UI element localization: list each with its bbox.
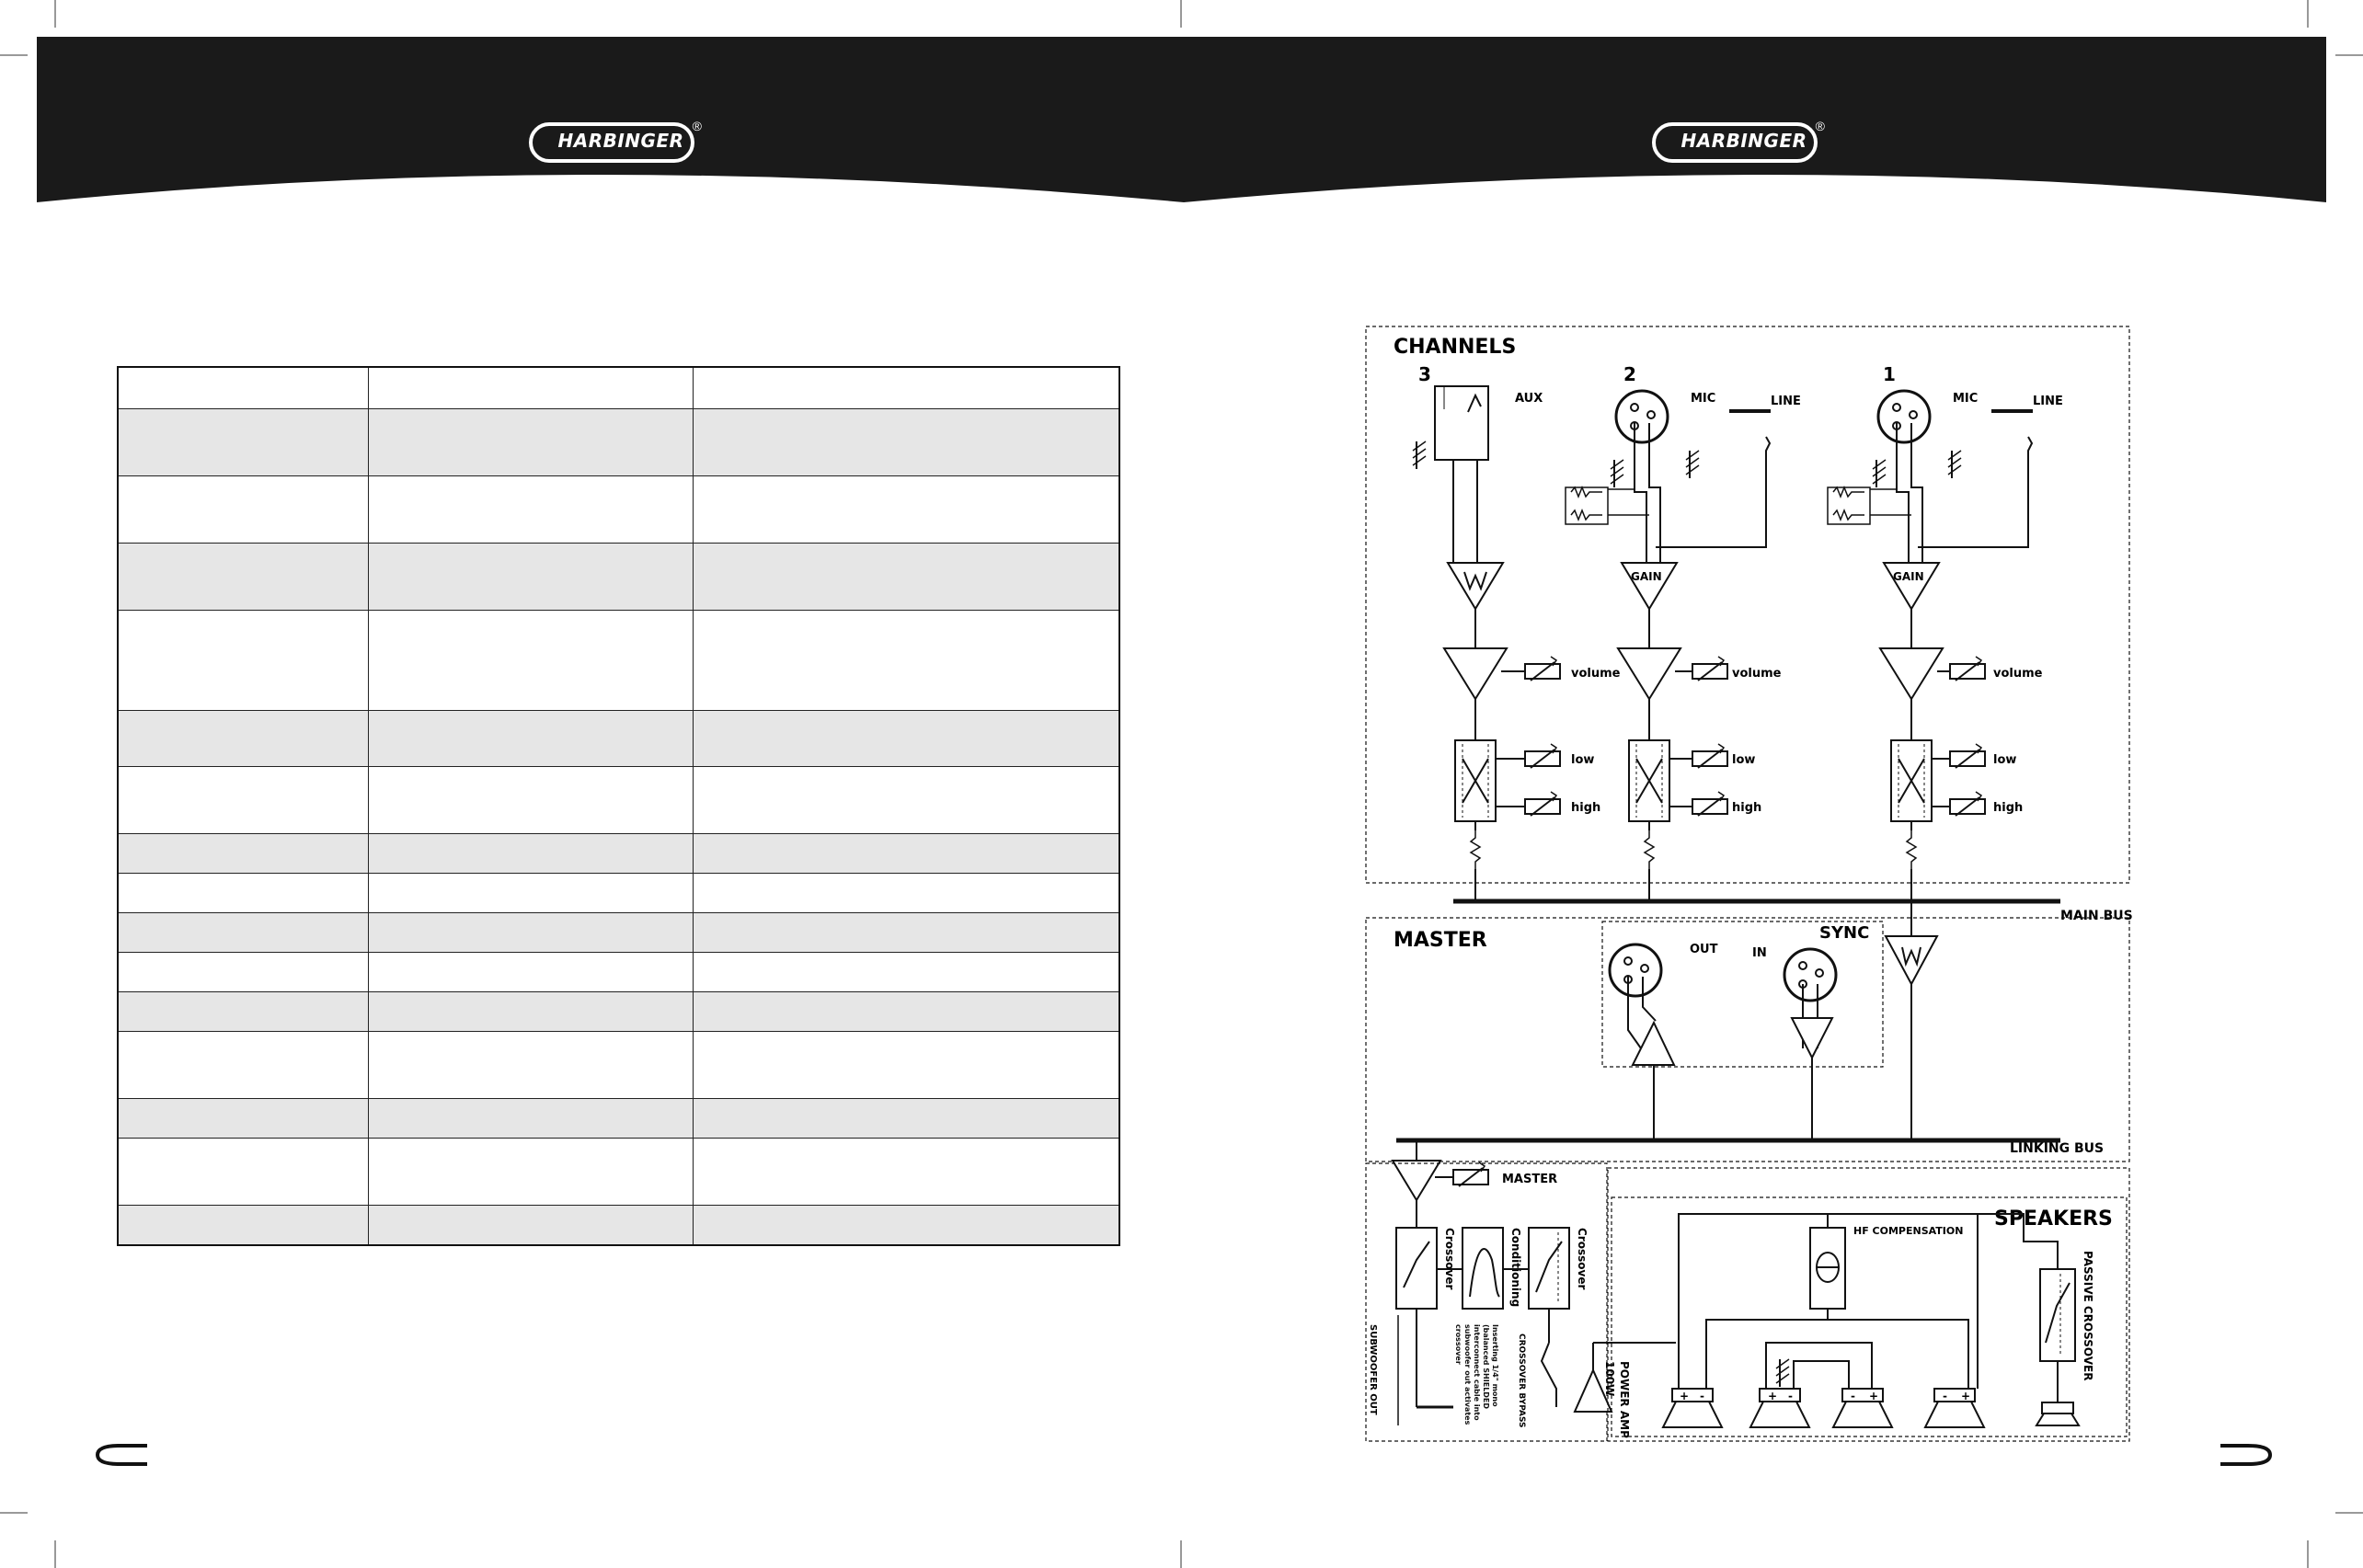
svg-text:-: - (1700, 1390, 1704, 1402)
page-number-right (2206, 1442, 2276, 1468)
registered-mark: ® (692, 119, 702, 133)
table-cell (369, 476, 694, 544)
table-row (118, 1139, 1119, 1206)
in-label: IN (1752, 946, 1767, 960)
crossover-bypass-label: CROSSOVER BYPASS (1517, 1333, 1526, 1428)
table-cell (694, 1032, 1119, 1099)
table-cell (369, 913, 694, 953)
ch1-high-label: high (1993, 801, 2024, 815)
svg-text:+: + (1869, 1390, 1879, 1402)
ch2-high-label: high (1732, 801, 1762, 815)
svg-text:+: + (1680, 1390, 1690, 1402)
table-row (118, 711, 1119, 767)
ch2-mic-label: MIC (1691, 392, 1716, 406)
table-cell (369, 834, 694, 874)
table-row (118, 1206, 1119, 1246)
table-row (118, 992, 1119, 1032)
speakers-title: SPEAKERS (1994, 1207, 2113, 1230)
signal-flow-diagram (1361, 322, 2134, 1444)
ch1-gain-label: GAIN (1893, 570, 1924, 583)
table-cell (694, 1206, 1119, 1246)
table-cell (694, 476, 1119, 544)
table-row (118, 409, 1119, 476)
master-box (1366, 918, 2129, 1162)
svg-text:-: - (1851, 1390, 1855, 1402)
crop-marks-bottom (0, 1499, 2363, 1568)
page-number-left (92, 1442, 162, 1468)
channel-2-number: 2 (1623, 363, 1636, 385)
power-amp-watts: 100W (1603, 1361, 1616, 1397)
table-row (118, 544, 1119, 611)
table-row (118, 874, 1119, 913)
harbinger-logo-left (529, 119, 702, 163)
table-row (118, 834, 1119, 874)
table-cell (369, 711, 694, 767)
conditioning-label: Conditioning (1509, 1228, 1522, 1308)
channel-2-strip (1566, 391, 1801, 901)
svg-text:+: + (1961, 1390, 1971, 1402)
table-cell (118, 913, 369, 953)
sync-title: SYNC (1819, 923, 1870, 943)
table-cell (694, 544, 1119, 611)
table-row (118, 1099, 1119, 1139)
table-cell (369, 544, 694, 611)
channel-3-number: 3 (1418, 363, 1431, 385)
channels-title: CHANNELS (1394, 336, 1517, 359)
table-cell (369, 874, 694, 913)
table-row (118, 953, 1119, 992)
table-cell (694, 953, 1119, 992)
table-cell (118, 834, 369, 874)
table-cell (118, 711, 369, 767)
table-cell (694, 767, 1119, 834)
table-cell (118, 1206, 369, 1246)
insert-note: Inserting 1/4" mono (balanced SHIELDED interconnect cable into subwoofer out activates crossover (1454, 1324, 1499, 1425)
svg-text:+: + (1768, 1390, 1778, 1402)
table-cell (118, 953, 369, 992)
table-cell (118, 611, 369, 711)
ch3-volume-label: volume (1571, 667, 1621, 681)
crossover-2-label: Crossover (1576, 1228, 1589, 1290)
table-cell (694, 611, 1119, 711)
spec-table (117, 366, 1120, 1246)
table-cell (118, 1099, 369, 1139)
table-cell (694, 913, 1119, 953)
ch2-low-label: low (1732, 753, 1756, 767)
table-header-row (118, 367, 1119, 409)
crossover-1-label: Crossover (1443, 1228, 1456, 1290)
ch2-volume-label: volume (1732, 667, 1782, 681)
table-cell (118, 992, 369, 1032)
aux-label: AUX (1515, 392, 1543, 406)
subwoofer-out-label: SUBWOOFER OUT (1368, 1324, 1378, 1415)
header-band (0, 0, 2363, 221)
hf-compensation-label: HF COMPENSATION (1853, 1225, 1964, 1237)
master-volume-label: MASTER (1502, 1173, 1558, 1186)
channel-3-strip (1413, 386, 1621, 901)
table-cell (369, 953, 694, 992)
table-cell (694, 711, 1119, 767)
harbinger-logo-right (1652, 119, 1825, 163)
svg-text:-: - (1788, 1390, 1793, 1402)
ch3-high-label: high (1571, 801, 1601, 815)
table-cell (118, 476, 369, 544)
table-cell (369, 1099, 694, 1139)
ch1-line-label: LINE (2033, 395, 2063, 408)
table-row (118, 767, 1119, 834)
table-cell (694, 1099, 1119, 1139)
table-cell (369, 1206, 694, 1246)
ch1-mic-label: MIC (1953, 392, 1979, 406)
ch3-low-label: low (1571, 753, 1595, 767)
table-cell (694, 874, 1119, 913)
table-cell (369, 1032, 694, 1099)
table-cell (369, 409, 694, 476)
ch2-gain-label: GAIN (1631, 570, 1662, 583)
table-cell (118, 874, 369, 913)
passive-crossover-label: PASSIVE CROSSOVER (2082, 1251, 2094, 1381)
table-cell (118, 1032, 369, 1099)
ch1-volume-label: volume (1993, 667, 2043, 681)
out-label: OUT (1690, 943, 1718, 956)
main-bus-label: MAIN BUS (2060, 909, 2133, 923)
channel-1-number: 1 (1883, 363, 1896, 385)
power-amp-label: POWER AMP (1618, 1361, 1631, 1438)
table-cell (118, 767, 369, 834)
table-cell (118, 1139, 369, 1206)
table-cell (694, 409, 1119, 476)
table-cell (369, 767, 694, 834)
table-cell (694, 834, 1119, 874)
table-cell (694, 1139, 1119, 1206)
table-cell (118, 409, 369, 476)
table-row (118, 913, 1119, 953)
logo-text: HARBINGER (557, 130, 684, 152)
channel-1-strip (1828, 391, 2063, 901)
table-cell (118, 544, 369, 611)
table-cell (369, 992, 694, 1032)
table-cell (694, 992, 1119, 1032)
master-title: MASTER (1394, 929, 1487, 952)
table-row (118, 476, 1119, 544)
ch1-low-label: low (1993, 753, 2017, 767)
svg-text:-: - (1943, 1390, 1947, 1402)
table-cell (369, 611, 694, 711)
ch2-line-label: LINE (1771, 395, 1801, 408)
table-cell (369, 1139, 694, 1206)
table-row (118, 611, 1119, 711)
table-row (118, 1032, 1119, 1099)
logo-text: HARBINGER (1680, 130, 1807, 152)
registered-mark: ® (1815, 119, 1825, 133)
linking-bus-label: LINKING BUS (2010, 1141, 2105, 1156)
